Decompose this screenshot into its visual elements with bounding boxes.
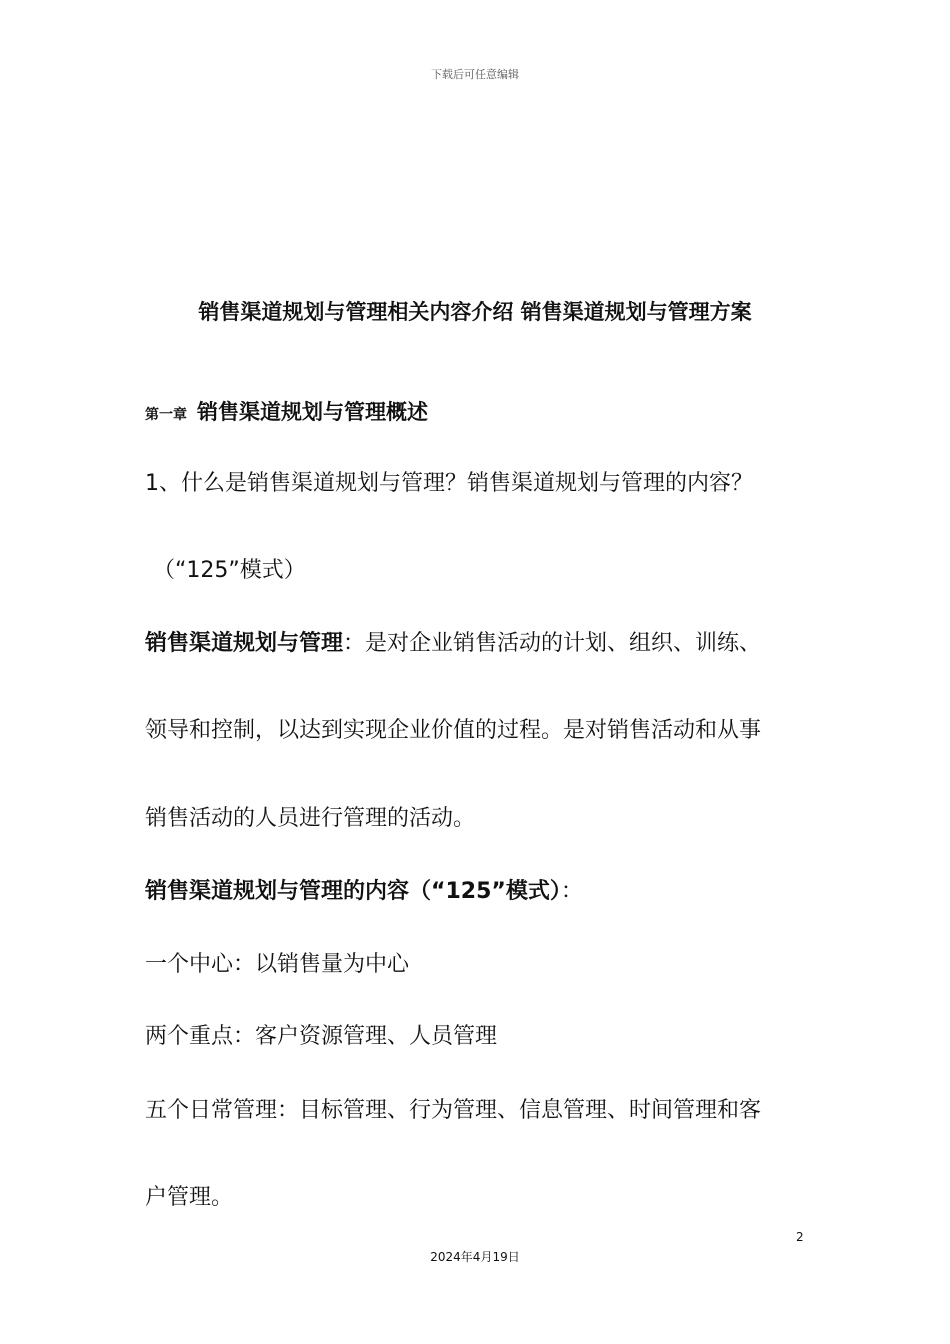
chapter-label: 第一章 [145, 407, 187, 423]
content-heading-colon: ： [560, 879, 583, 904]
definition-text: ：是对企业销售活动的计划、组织、训练、 [343, 631, 762, 656]
footer-date: 2024年4月19日 [430, 1250, 520, 1264]
question-heading: 1、什么是销售渠道规划与管理？销售渠道规划与管理的内容？ [145, 471, 753, 496]
list-item-two-focus: 两个重点：客户资源管理、人员管理 [145, 1024, 498, 1049]
definition-term: 销售渠道规划与管理 [145, 631, 344, 656]
mode-note: （“125”模式） [153, 558, 306, 583]
content-heading-bold: 销售渠道规划与管理的内容（“125”模式） [145, 879, 561, 904]
chapter-heading [145, 396, 428, 426]
page-number: 2 [796, 1230, 804, 1244]
definition-line-1 [145, 626, 761, 657]
content-heading [145, 874, 583, 905]
chapter-title: 销售渠道规划与管理概述 [197, 400, 428, 424]
document-title: 销售渠道规划与管理相关内容介绍 销售渠道规划与管理方案 [198, 300, 752, 324]
list-item-five-daily: 五个日常管理：目标管理、行为管理、信息管理、时间管理和客 [145, 1098, 762, 1123]
header-note: 下载后可任意编辑 [431, 68, 519, 81]
list-item-one-center: 一个中心：以销售量为中心 [145, 952, 410, 977]
list-item-five-daily-cont: 户管理。 [145, 1185, 234, 1210]
definition-line-2: 领导和控制，以达到实现企业价值的过程。是对销售活动和从事 [145, 718, 762, 743]
definition-line-3: 销售活动的人员进行管理的活动。 [145, 806, 476, 831]
